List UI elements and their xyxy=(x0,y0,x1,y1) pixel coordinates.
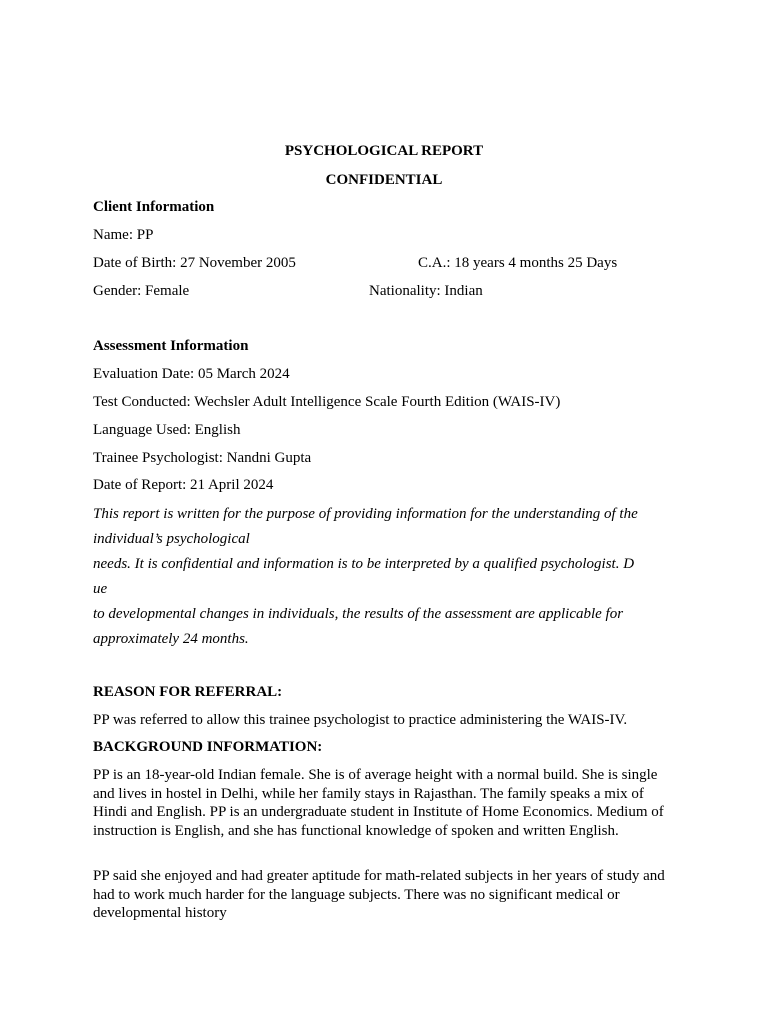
disclaimer-line: to developmental changes in individuals, the results of the assessment are applicable for xyxy=(93,606,624,622)
client-info-heading: Client Information xyxy=(93,199,215,215)
referral-heading: REASON FOR REFERRAL: xyxy=(93,684,283,700)
disclaimer-line: ue xyxy=(93,581,108,597)
client-dob: Date of Birth: 27 November 2005 xyxy=(93,255,296,271)
report-title: PSYCHOLOGICAL REPORT xyxy=(284,143,484,159)
disclaimer-line: approximately 24 months. xyxy=(93,631,249,647)
client-gender: Gender: Female xyxy=(93,283,190,299)
report-date: Date of Report: 21 April 2024 xyxy=(93,477,274,493)
assessment-info-heading: Assessment Information xyxy=(93,338,249,354)
disclaimer-line: needs. It is confidential and information is to be interpreted by a qualified psychologist. D xyxy=(93,556,635,572)
background-paragraph: PP said she enjoyed and had greater aptitude for math-related subjects in her years of study and had to work much harder for the language subjects. There was no significant medical or developmental history xyxy=(93,868,665,921)
trainee-psychologist: Trainee Psychologist: Nandni Gupta xyxy=(93,450,312,466)
test-conducted: Test Conducted: Wechsler Adult Intelligence Scale Fourth Edition (WAIS-IV) xyxy=(93,394,561,410)
confidential-label: CONFIDENTIAL xyxy=(325,172,443,188)
referral-text: PP was referred to allow this trainee psychologist to practice administering the WAIS-IV. xyxy=(93,712,628,728)
client-name: Name: PP xyxy=(93,227,154,243)
disclaimer-line: individual’s psychological xyxy=(93,531,250,547)
background-heading: BACKGROUND INFORMATION: xyxy=(93,739,323,755)
evaluation-date: Evaluation Date: 05 March 2024 xyxy=(93,366,290,382)
language-used: Language Used: English xyxy=(93,422,241,438)
client-nationality: Nationality: Indian xyxy=(369,283,483,299)
disclaimer-line: This report is written for the purpose of providing information for the understanding of the xyxy=(93,506,638,522)
client-ca: C.A.: 18 years 4 months 25 Days xyxy=(418,255,618,271)
background-paragraph: PP is an 18-year-old Indian female. She is of average height with a normal build. She is single and lives in hostel in Delhi, while her family stays in Rajasthan. The family speaks a mix of Hindi and English. PP is an undergraduate student in Institute of Home Economics. Medium of instruction is English, and she has functional knowledge of spoken and written English. xyxy=(93,767,664,839)
